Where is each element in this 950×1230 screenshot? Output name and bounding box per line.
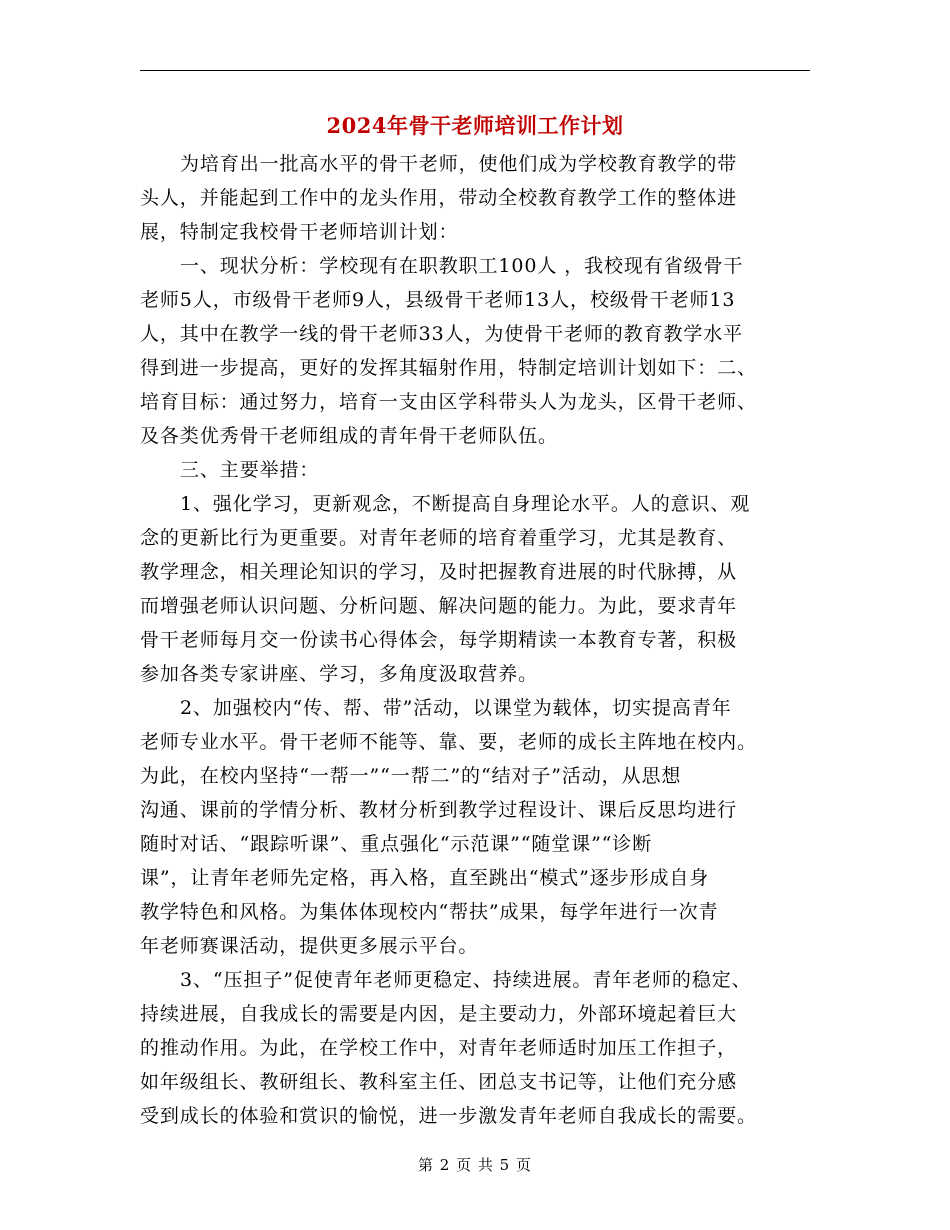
text-line: 沟通、课前的学情分析、教材分析到教学过程设计、课后反思均进行 <box>140 799 738 821</box>
text-line: 受到成长的体验和赏识的愉悦，进一步激发青年老师自我成长的需要。 <box>140 1105 757 1127</box>
text-line: 教学特色和风格。为集体体现校内“帮扶”成果，每学年进行一次青 <box>140 901 719 923</box>
text-line: 年老师赛课活动，提供更多展示平台。 <box>140 935 479 957</box>
text-line: 参加各类专家讲座、学习，多角度汲取营养。 <box>140 663 539 685</box>
text-line: 1、强化学习，更新观念，不断提高自身理论水平。人的意识、观 <box>180 493 751 515</box>
text-line: 而增强老师认识问题、分析问题、解决问题的能力。为此，要求青年 <box>140 595 738 617</box>
text-line: 教学理念，相关理论知识的学习，及时把握教育进展的时代脉搏，从 <box>140 561 738 583</box>
header-rule <box>140 70 810 71</box>
text-line: 展，特制定我校骨干老师培训计划： <box>140 221 459 243</box>
text-line: 随时对话、“跟踪听课”、重点强化“示范课”“随堂课”“诊断 <box>140 833 653 855</box>
text-line: 一、现状分析：学校现有在职教职工100人 ，我校现有省级骨干 <box>180 255 744 277</box>
text-line: 持续进展，自我成长的需要是内因，是主要动力，外部环境起着巨大 <box>140 1003 738 1025</box>
text-line: 如年级组长、教研组长、教科室主任、团总支书记等，让他们充分感 <box>140 1071 738 1093</box>
page-number-footer: 第 2 页 共 5 页 <box>418 1156 532 1174</box>
document-title: 2024年骨干老师培训工作计划 <box>326 113 624 138</box>
document-body <box>140 147 810 1133</box>
text-line: 3、“压担子”促使青年老师更稳定、持续进展。青年老师的稳定、 <box>180 969 752 991</box>
text-line: 的推动作用。为此，在学校工作中，对青年老师适时加压工作担子， <box>140 1037 738 1059</box>
text-line: 头人，并能起到工作中的龙头作用，带动全校教育教学工作的整体进 <box>140 187 738 209</box>
text-line: 为此，在校内坚持“一帮一”“一帮二”的“结对子”活动，从思想 <box>140 765 682 787</box>
text-line: 为培育出一批高水平的骨干老师，使他们成为学校教育教学的带 <box>180 153 738 175</box>
text-line: 人，其中在教学一线的骨干老师33人，为使骨干老师的教育教学水平 <box>140 323 744 345</box>
text-line: 及各类优秀骨干老师组成的青年骨干老师队伍。 <box>140 425 558 447</box>
text-line: 得到进一步提高，更好的发挥其辐射作用，特制定培训计划如下：二、 <box>140 357 757 379</box>
text-line: 老师5人，市级骨干老师9人，县级骨干老师13人，校级骨干老师13 <box>140 289 736 311</box>
text-line: 三、主要举措： <box>180 459 320 481</box>
text-line: 念的更新比行为更重要。对青年老师的培育着重学习，尤其是教育、 <box>140 527 738 549</box>
text-line: 培育目标：通过努力，培育一支由区学科带头人为龙头，区骨干老师、 <box>140 391 757 413</box>
text-line: 老师专业水平。骨干老师不能等、靠、要，老师的成长主阵地在校内。 <box>140 731 757 753</box>
text-line: 课”，让青年老师先定格，再入格，直至跳出“模式”逐步形成自身 <box>140 867 710 889</box>
text-line: 骨干老师每月交一份读书心得体会，每学期精读一本教育专著，积极 <box>140 629 738 651</box>
text-line: 2、加强校内“传、帮、带”活动，以课堂为载体，切实提高青年 <box>180 697 732 719</box>
